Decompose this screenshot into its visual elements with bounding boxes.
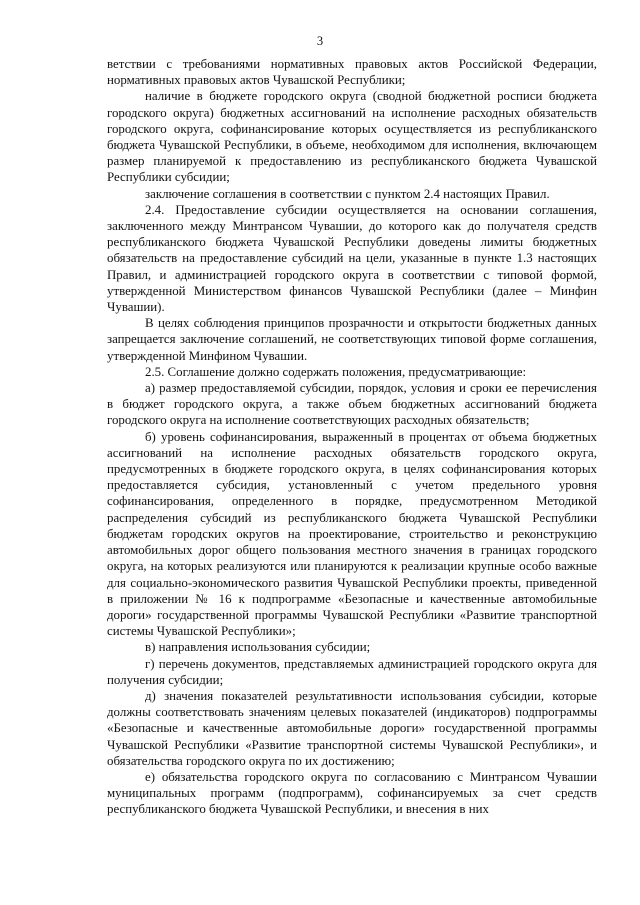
paragraph-budget-availability: наличие в бюджете городского округа (сводной бюджетной росписи бюджета городского округа) бюджетных ассигнований на исполнение расходных обязательств городского округа, софинансирование которых осуществляется из республиканского бюджета Чувашской Республики, в объеме, необходимом для исполнения, включающем размер планируемой к предоставлению из республиканского бюджета Чувашской Республики субсидии; bbox=[107, 89, 597, 185]
list-item-d: д) значения показателей результативности использования субсидии, которые должны соответствовать значениям целевых показателей (индикаторов) подпрограммы «Безопасные и качественные автомобильные дороги» государственной программы Чувашской Республики «Развитие транспортной системы Чувашской Республики», и обязательства городского округа по их достижению; bbox=[107, 688, 597, 768]
paragraph-2-4: 2.4. Предоставление субсидии осуществляется на основании соглашения, заключенного между Минтрансом Чувашии, до которого как до получателя средств республиканского бюджета Чувашской Республики доведены лимиты бюджетных обязательств на предоставление субсидий на цели, указанные в пункте 1.3 настоящих Правил, и администрацией городского округа в соответствии с типовой формой, утвержденной Министерством финансов Чувашской Республики (далее – Минфин Чувашии). bbox=[107, 202, 597, 315]
list-item-a: а) размер предоставляемой субсидии, порядок, условия и сроки ее перечисления в бюджет городского округа, а также объем бюджетных ассигнований бюджета городского округа на исполнение соответствующих расходных обязательств; bbox=[107, 381, 597, 428]
list-item-b: б) уровень софинансирования, выраженный в процентах от объема бюджетных ассигнований на исполнение расходных обязательств городского округа, предусмотренных в бюджете городского округа, в целях софинансирования которых предоставляется субсидия, установленный с учетом предельного уровня софинансирования, определенного в порядке, предусмотренном Методикой распределения субсидий из республиканского бюджета Чувашской Республики бюджетам городских округов на проектирование, строительство и реконструкцию автомобильных дорог общего пользования местного значения в границах городского округа, на которых реализуются или планируются к реализации крупные особо важные для социально-экономического развития Чувашской Республики проекты, приведенной в приложении № 16 к подпрограмме «Безопасные и качественные автомобильные дороги» государственной программы Чувашской Республики «Развитие транспортной системы Чувашской Республики»; bbox=[107, 429, 597, 639]
paragraph-continuation: ветствии с требованиями нормативных правовых актов Российской Федерации, нормативных правовых актов Чувашской Республики; bbox=[107, 57, 597, 88]
paragraph-transparency: В целях соблюдения принципов прозрачности и открытости бюджетных данных запрещается заключение соглашений, не соответствующих типовой форме соглашения, утвержденной Минфином Чувашии. bbox=[107, 316, 597, 363]
document-body bbox=[107, 56, 597, 818]
page-number: 3 bbox=[316, 34, 324, 48]
list-item-e: е) обязательства городского округа по согласованию с Минтрансом Чувашии муниципальных программ (подпрограмм), софинансируемых за счет средств республиканского бюджета Чувашской Республики, и внесения в них bbox=[107, 769, 597, 817]
list-item-g: г) перечень документов, представляемых администрацией городского округа для получения субсидии; bbox=[107, 656, 597, 687]
paragraph-2-5: 2.5. Соглашение должно содержать положения, предусматривающие: bbox=[145, 364, 527, 379]
list-item-v: в) направления использования субсидии; bbox=[145, 640, 371, 655]
paragraph-agreement-conclusion: заключение соглашения в соответствии с пунктом 2.4 настоящих Правил. bbox=[145, 186, 550, 201]
